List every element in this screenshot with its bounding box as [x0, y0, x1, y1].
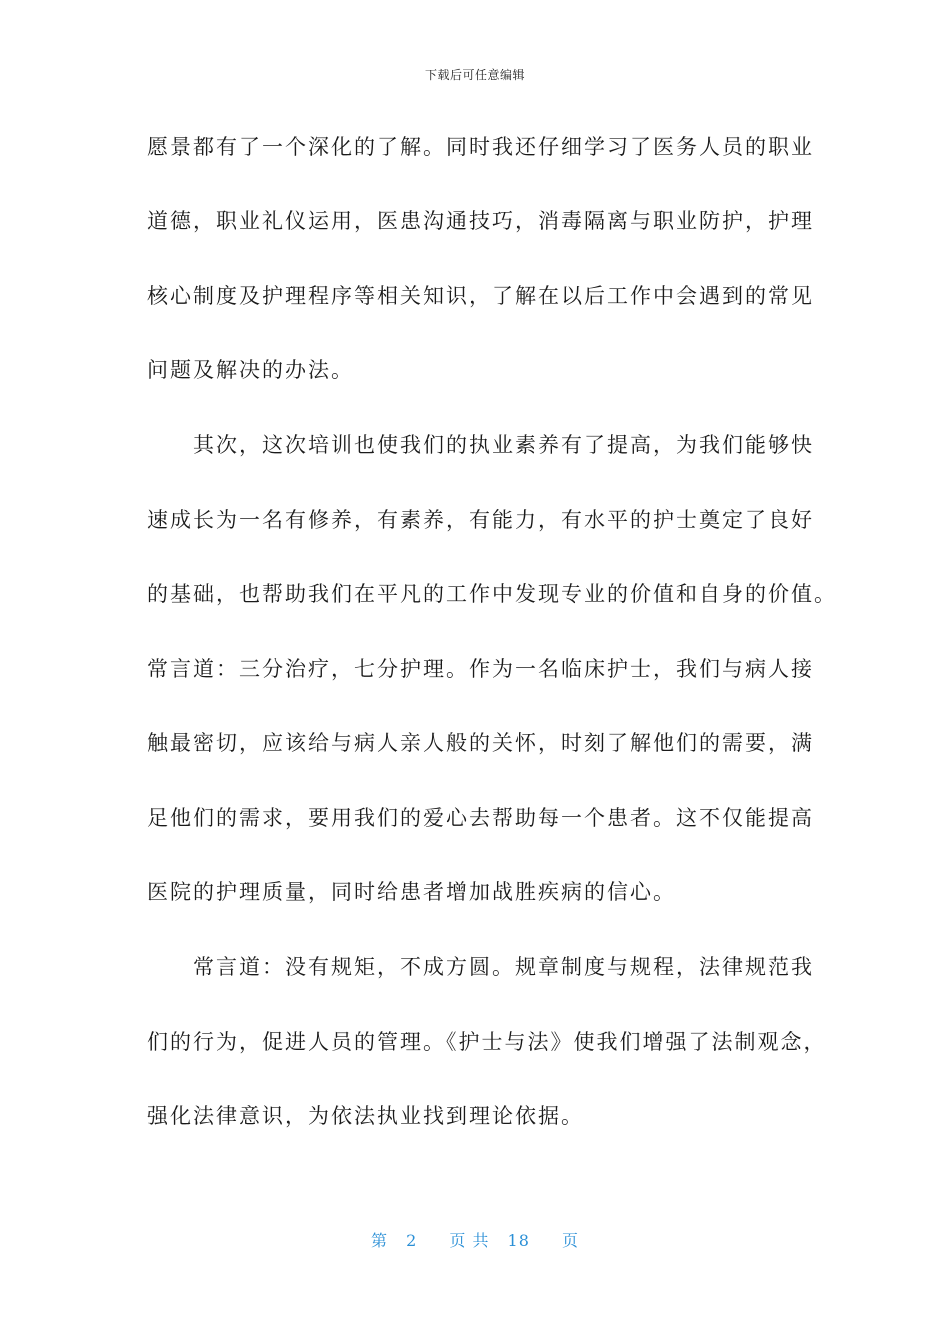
page-footer: [0, 1228, 950, 1251]
body-line-13: 们的行为，促进人员的管理。《护士与法》使我们增强了法制观念，: [147, 1030, 827, 1054]
body-line-11: 医院的护理质量，同时给患者增加战胜疾病的信心。: [147, 880, 676, 904]
footer-total-pages: 18: [507, 1231, 530, 1250]
body-line-4: 问题及解决的办法。: [147, 358, 354, 382]
body-line-12: 常言道：没有规矩，不成方圆。规章制度与规程，法律规范我: [147, 955, 814, 979]
body-line-1: 愿景都有了一个深化的了解。同时我还仔细学习了医务人员的职业: [147, 135, 814, 159]
body-line-6: 速成长为一名有修养，有素养，有能力，有水平的护士奠定了良好: [147, 508, 814, 532]
footer-middle: 页 共: [449, 1231, 490, 1250]
body-line-2: 道德，职业礼仪运用，医患沟通技巧，消毒隔离与职业防护，护理: [147, 209, 814, 233]
body-line-7: 的基础，也帮助我们在平凡的工作中发现专业的价值和自身的价值。: [147, 582, 837, 606]
page-header: 下载后可任意编辑: [424, 68, 525, 82]
footer-page-number: 2: [406, 1231, 418, 1250]
body-line-10: 足他们的需求，要用我们的爱心去帮助每一个患者。这不仅能提高: [147, 806, 814, 830]
footer-prefix: 第: [370, 1231, 388, 1250]
body-line-9: 触最密切，应该给与病人亲人般的关怀，时刻了解他们的需要，满: [147, 731, 814, 755]
body-line-8: 常言道：三分治疗，七分护理。作为一名临床护士，我们与病人接: [147, 657, 814, 681]
body-line-14: 强化法律意识，为依法执业找到理论依据。: [147, 1104, 584, 1128]
body-line-3: 核心制度及护理程序等相关知识，了解在以后工作中会遇到的常见: [147, 284, 814, 308]
body-line-5: 其次，这次培训也使我们的执业素养有了提高，为我们能够快: [147, 433, 814, 457]
footer-suffix: 页: [562, 1231, 580, 1250]
